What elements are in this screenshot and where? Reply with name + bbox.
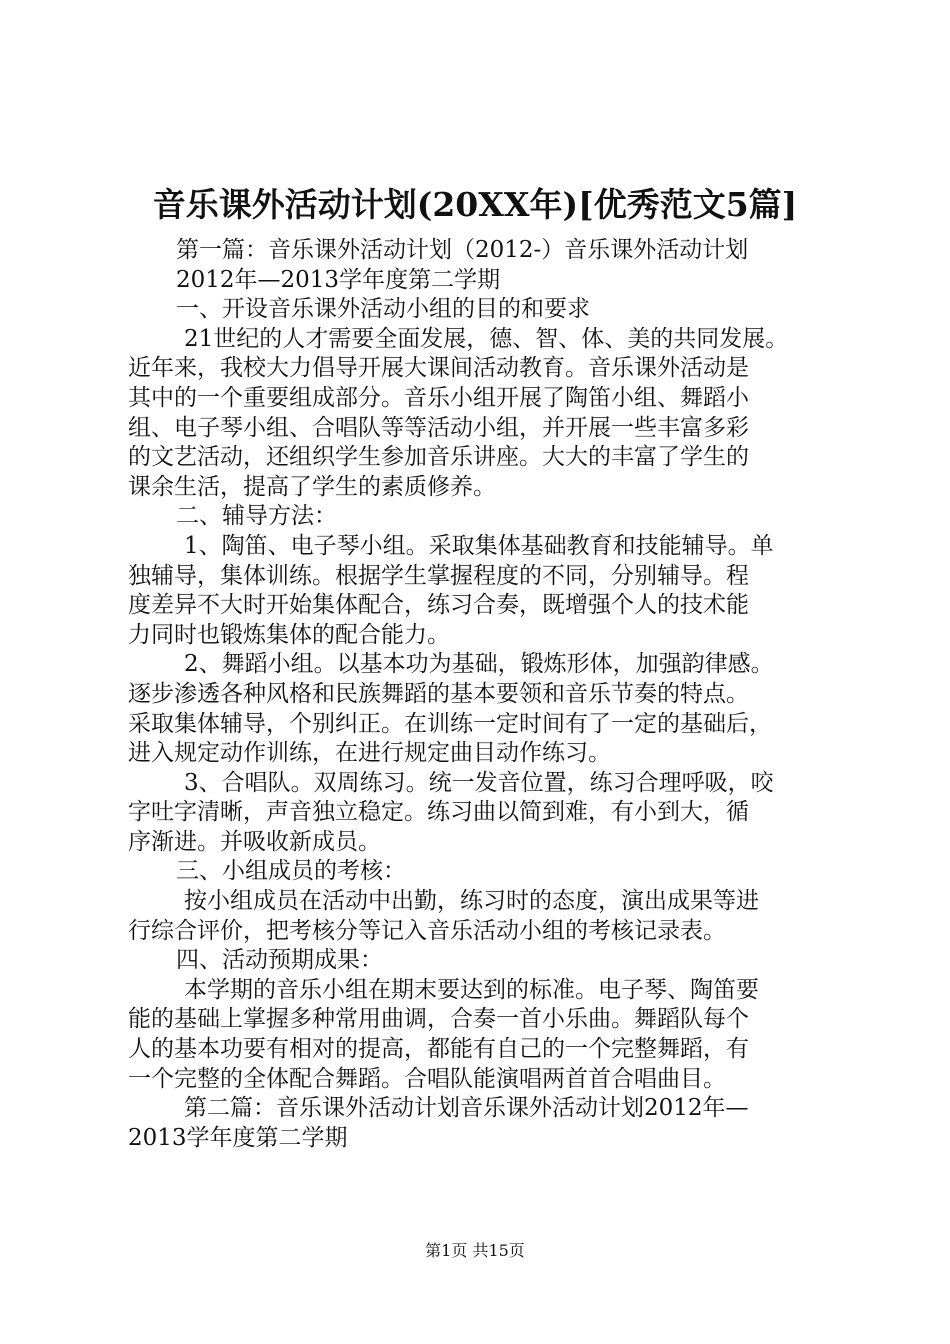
paragraph-line: 字吐字清晰，声音独立稳定。练习曲以简到难，有小到大，循	[128, 799, 749, 826]
paragraph-line: 进入规定动作训练，在进行规定曲目动作练习。	[128, 740, 611, 767]
paragraph-line: 独辅导，集体训练。根据学生掌握程度的不同，分别辅导。程	[128, 562, 749, 589]
section-heading-part-2: 第二篇：音乐课外活动计划音乐课外活动计划2012年—	[184, 1095, 749, 1122]
paragraph-line: 其中的一个重要组成部分。音乐小组开展了陶笛小组、舞蹈小	[128, 384, 749, 411]
section-heading-part-1: 第一篇：音乐课外活动计划（2012-）音乐课外活动计划	[176, 237, 749, 263]
paragraph-line: 行综合评价，把考核分等记入音乐活动小组的考核记录表。	[128, 917, 726, 944]
paragraph-line: 课余生活，提高了学生的素质修养。	[128, 473, 496, 500]
paragraph-line: 2、舞蹈小组。以基本功为基础，锻炼形体，加强韵律感。	[184, 651, 774, 678]
semester-line: 2012年—2013学年度第二学期	[176, 266, 501, 293]
paragraph-line: 21世纪的人才需要全面发展，德、智、体、美的共同发展。	[184, 325, 789, 352]
document-body	[128, 236, 838, 1153]
paragraph-line: 一个完整的全体配合舞蹈。合唱队能演唱两首首合唱曲目。	[128, 1065, 726, 1092]
heading-assessment: 三、小组成员的考核：	[176, 858, 406, 885]
paragraph-line: 近年来，我校大力倡导开展大课间活动教育。音乐课外活动是	[128, 355, 749, 382]
page-number-footer: 第1页 共15页	[425, 1241, 525, 1260]
paragraph-line: 能的基础上掌握多种常用曲调，合奏一首小乐曲。舞蹈队每个	[128, 1006, 749, 1033]
document-title: 音乐课外活动计划(20XX年)[优秀范文5篇]	[152, 185, 798, 224]
paragraph-line: 人的基本功要有相对的提高，都能有自己的一个完整舞蹈，有	[128, 1036, 749, 1063]
paragraph-line: 按小组成员在活动中出勤，练习时的态度，演出成果等进	[184, 888, 759, 915]
heading-methods: 二、辅导方法：	[176, 503, 337, 530]
paragraph-line: 序渐进。并吸收新成员。	[128, 828, 381, 855]
heading-objectives: 一、开设音乐课外活动小组的目的和要求	[176, 296, 590, 323]
paragraph-line: 1、陶笛、电子琴小组。采取集体基础教育和技能辅导。单	[184, 532, 774, 559]
paragraph-line: 本学期的音乐小组在期末要达到的标准。电子琴、陶笛要	[184, 976, 759, 1003]
paragraph-line: 逐步渗透各种风格和民族舞蹈的基本要领和音乐节奏的特点。	[128, 680, 749, 707]
paragraph-line: 组、电子琴小组、合唱队等等活动小组，并开展一些丰富多彩	[128, 414, 749, 441]
paragraph-line: 度差异不大时开始集体配合，练习合奏，既增强个人的技术能	[128, 592, 749, 619]
paragraph-line: 力同时也锻炼集体的配合能力。	[128, 621, 450, 648]
heading-expected-results: 四、活动预期成果：	[176, 947, 383, 974]
paragraph-line: 的文艺活动，还组织学生参加音乐讲座。大大的丰富了学生的	[128, 444, 749, 471]
paragraph-line: 采取集体辅导，个别纠正。在训练一定时间有了一定的基础后，	[128, 710, 772, 737]
semester-line: 2013学年度第二学期	[128, 1124, 348, 1151]
paragraph-line: 3、合唱队。双周练习。统一发音位置，练习合理呼吸，咬	[184, 769, 774, 796]
